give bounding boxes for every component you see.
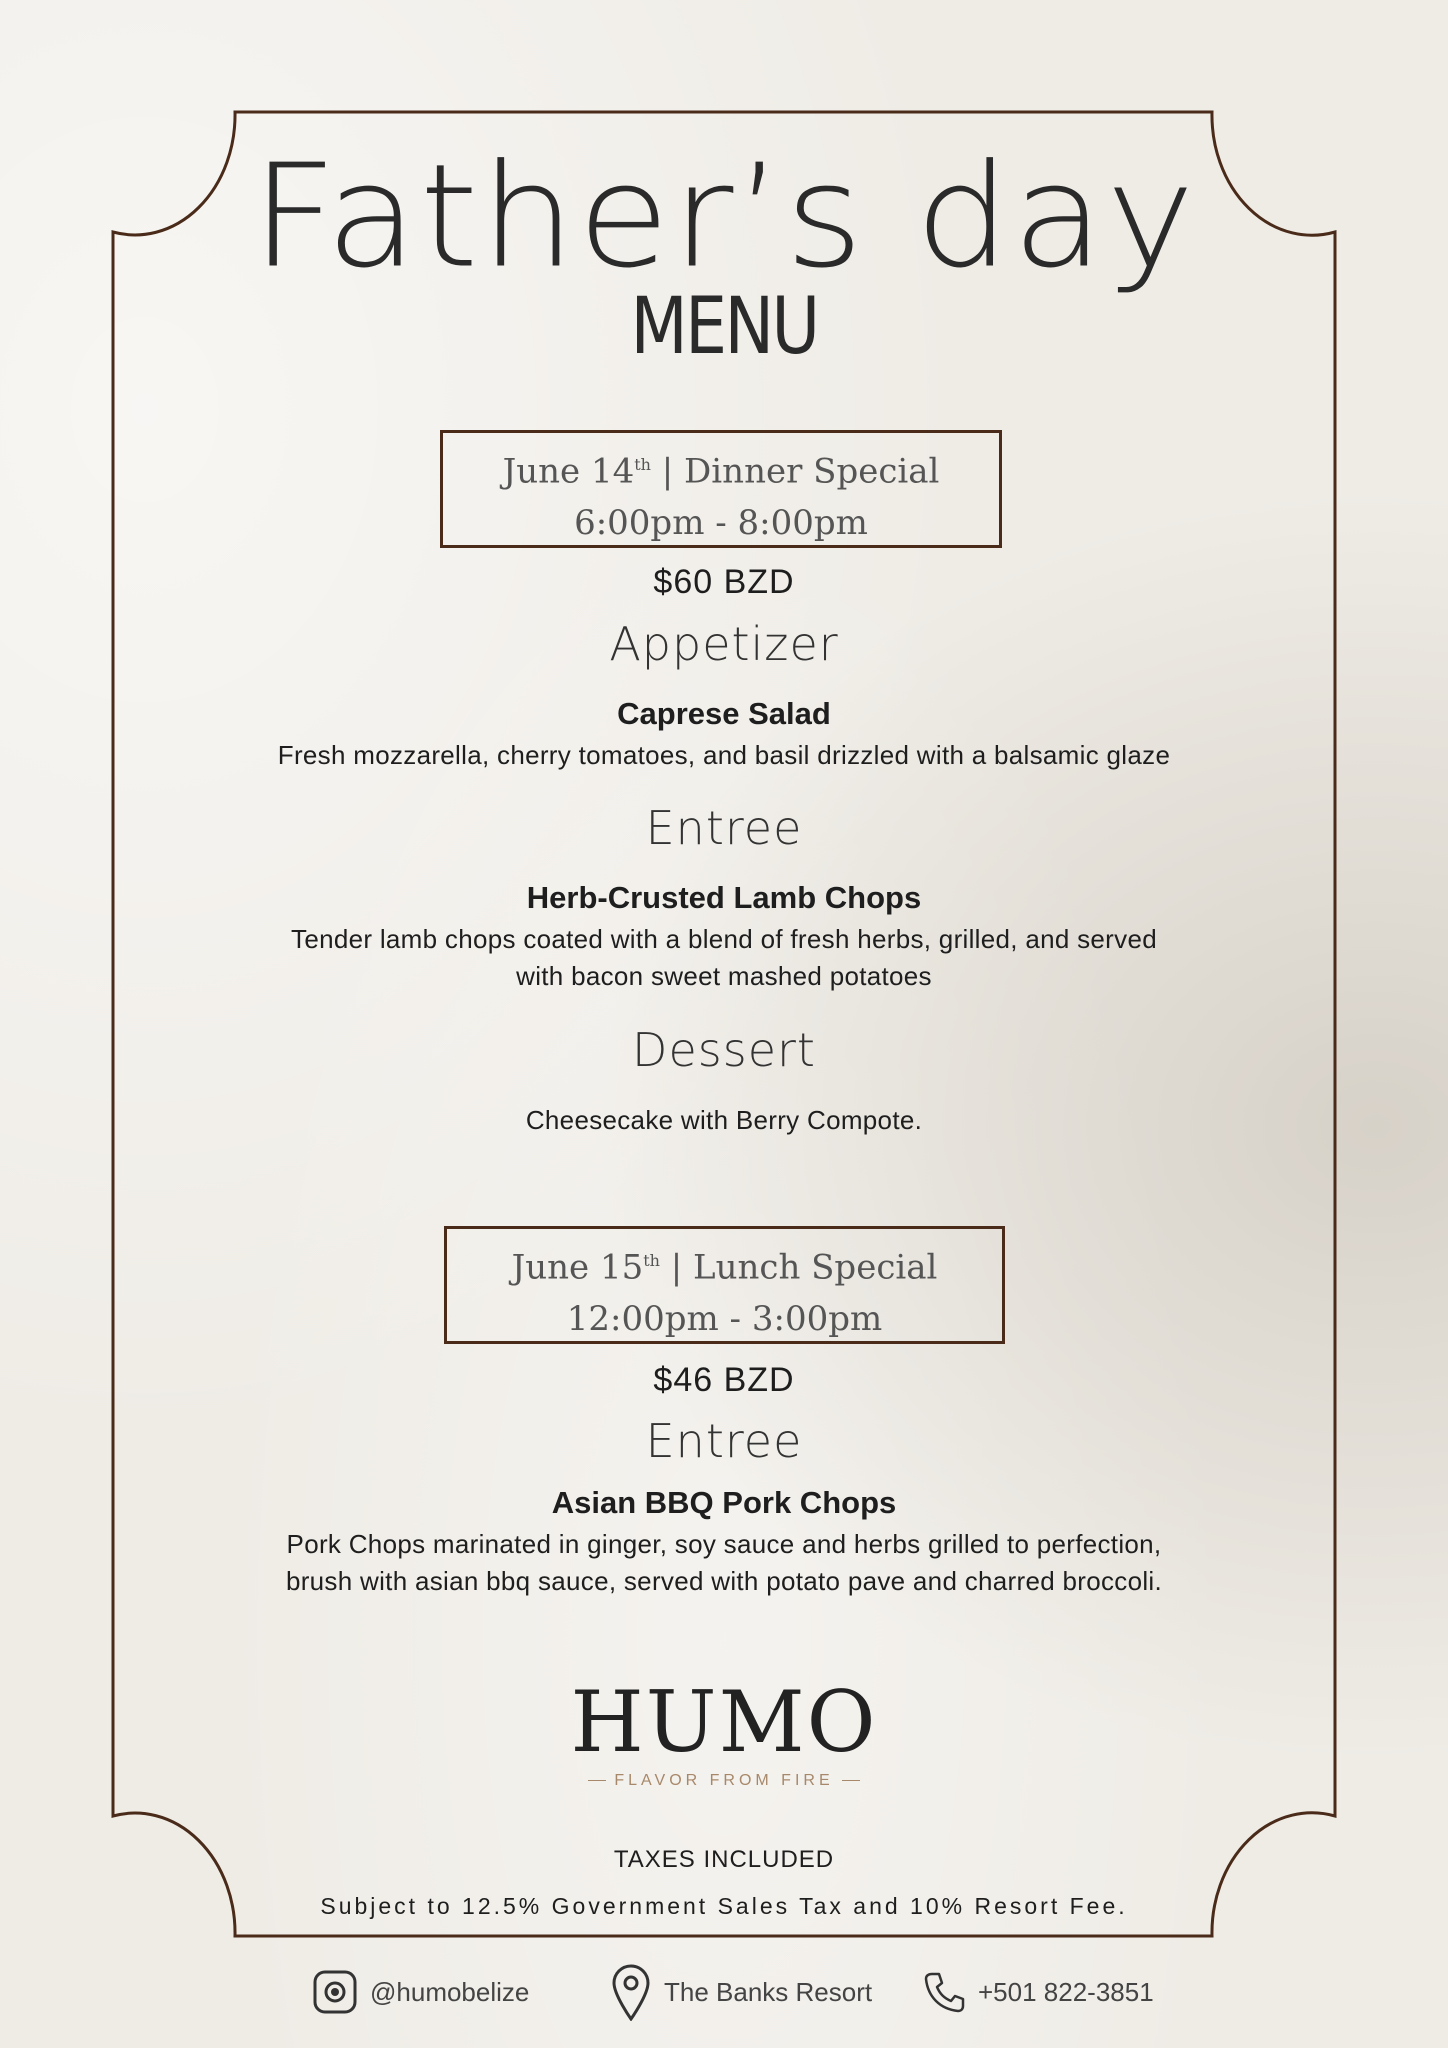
- location-link[interactable]: [610, 1962, 872, 2022]
- dinner-label: | Dinner Special: [650, 451, 940, 492]
- instagram-handle: @humobelize: [370, 1976, 530, 2007]
- phone-number: +501 822-3851: [978, 1976, 1154, 2007]
- appetizer-description: Fresh mozzarella, cherry tomatoes, and basil drizzled with a balsamic glaze: [277, 740, 1171, 770]
- lunch-date-suffix: th: [643, 1251, 660, 1270]
- dinner-special-box: [440, 430, 1002, 548]
- dinner-date: June 14: [502, 451, 635, 492]
- dinner-entree-heading: Entree: [645, 801, 803, 855]
- menu-subtitle: MENU: [630, 282, 818, 372]
- dinner-time: 6:00pm - 8:00pm: [574, 503, 868, 544]
- brand-logo: HUMO: [570, 1673, 878, 1771]
- lunch-entree-heading: Entree: [645, 1414, 803, 1468]
- dinner-date-line: [443, 439, 999, 497]
- dessert-heading: Dessert: [632, 1023, 816, 1077]
- lunch-entree-description-1: Pork Chops marinated in ginger, soy sauce and herbs grilled to perfection,: [286, 1529, 1162, 1559]
- lunch-special-box: [444, 1226, 1005, 1344]
- taxes-note: Subject to 12.5% Government Sales Tax and 10% Resort Fee.: [320, 1893, 1128, 1919]
- dinner-price: $60 BZD: [653, 563, 795, 601]
- dinner-entree-description-2: with bacon sweet mashed potatoes: [516, 961, 932, 991]
- phone-icon: [922, 1970, 966, 2014]
- location-pin-icon: [610, 1963, 652, 2021]
- dinner-entree-dish: Herb-Crusted Lamb Chops: [526, 880, 922, 915]
- lunch-price: $46 BZD: [653, 1361, 795, 1399]
- instagram-link[interactable]: [312, 1962, 529, 2022]
- phone-link[interactable]: [922, 1962, 1154, 2022]
- lunch-date-line: [447, 1235, 1002, 1293]
- appetizer-dish: Caprese Salad: [617, 696, 831, 731]
- appetizer-heading: Appetizer: [609, 617, 839, 671]
- footer: [0, 1962, 1448, 2022]
- lunch-label: | Lunch Special: [659, 1247, 938, 1288]
- dinner-entree-description-1: Tender lamb chops coated with a blend of fresh herbs, grilled, and served: [291, 924, 1157, 954]
- lunch-entree-description-2: brush with asian bbq sauce, served with potato pave and charred broccoli.: [285, 1566, 1163, 1596]
- menu-title: Father’s day: [251, 134, 1197, 300]
- dinner-date-suffix: th: [634, 455, 651, 474]
- taxes-title: TAXES INCLUDED: [613, 1846, 835, 1873]
- dessert-description: Cheesecake with Berry Compote.: [525, 1105, 923, 1135]
- instagram-icon: [312, 1969, 358, 2015]
- lunch-entree-dish: Asian BBQ Pork Chops: [551, 1485, 897, 1520]
- brand-tagline-row: [0, 1772, 1448, 1790]
- lunch-time: 12:00pm - 3:00pm: [566, 1299, 883, 1340]
- brand-tagline: FLAVOR FROM FIRE: [614, 1772, 834, 1789]
- location-text: The Banks Resort: [664, 1976, 873, 2007]
- lunch-date: June 15: [511, 1247, 644, 1288]
